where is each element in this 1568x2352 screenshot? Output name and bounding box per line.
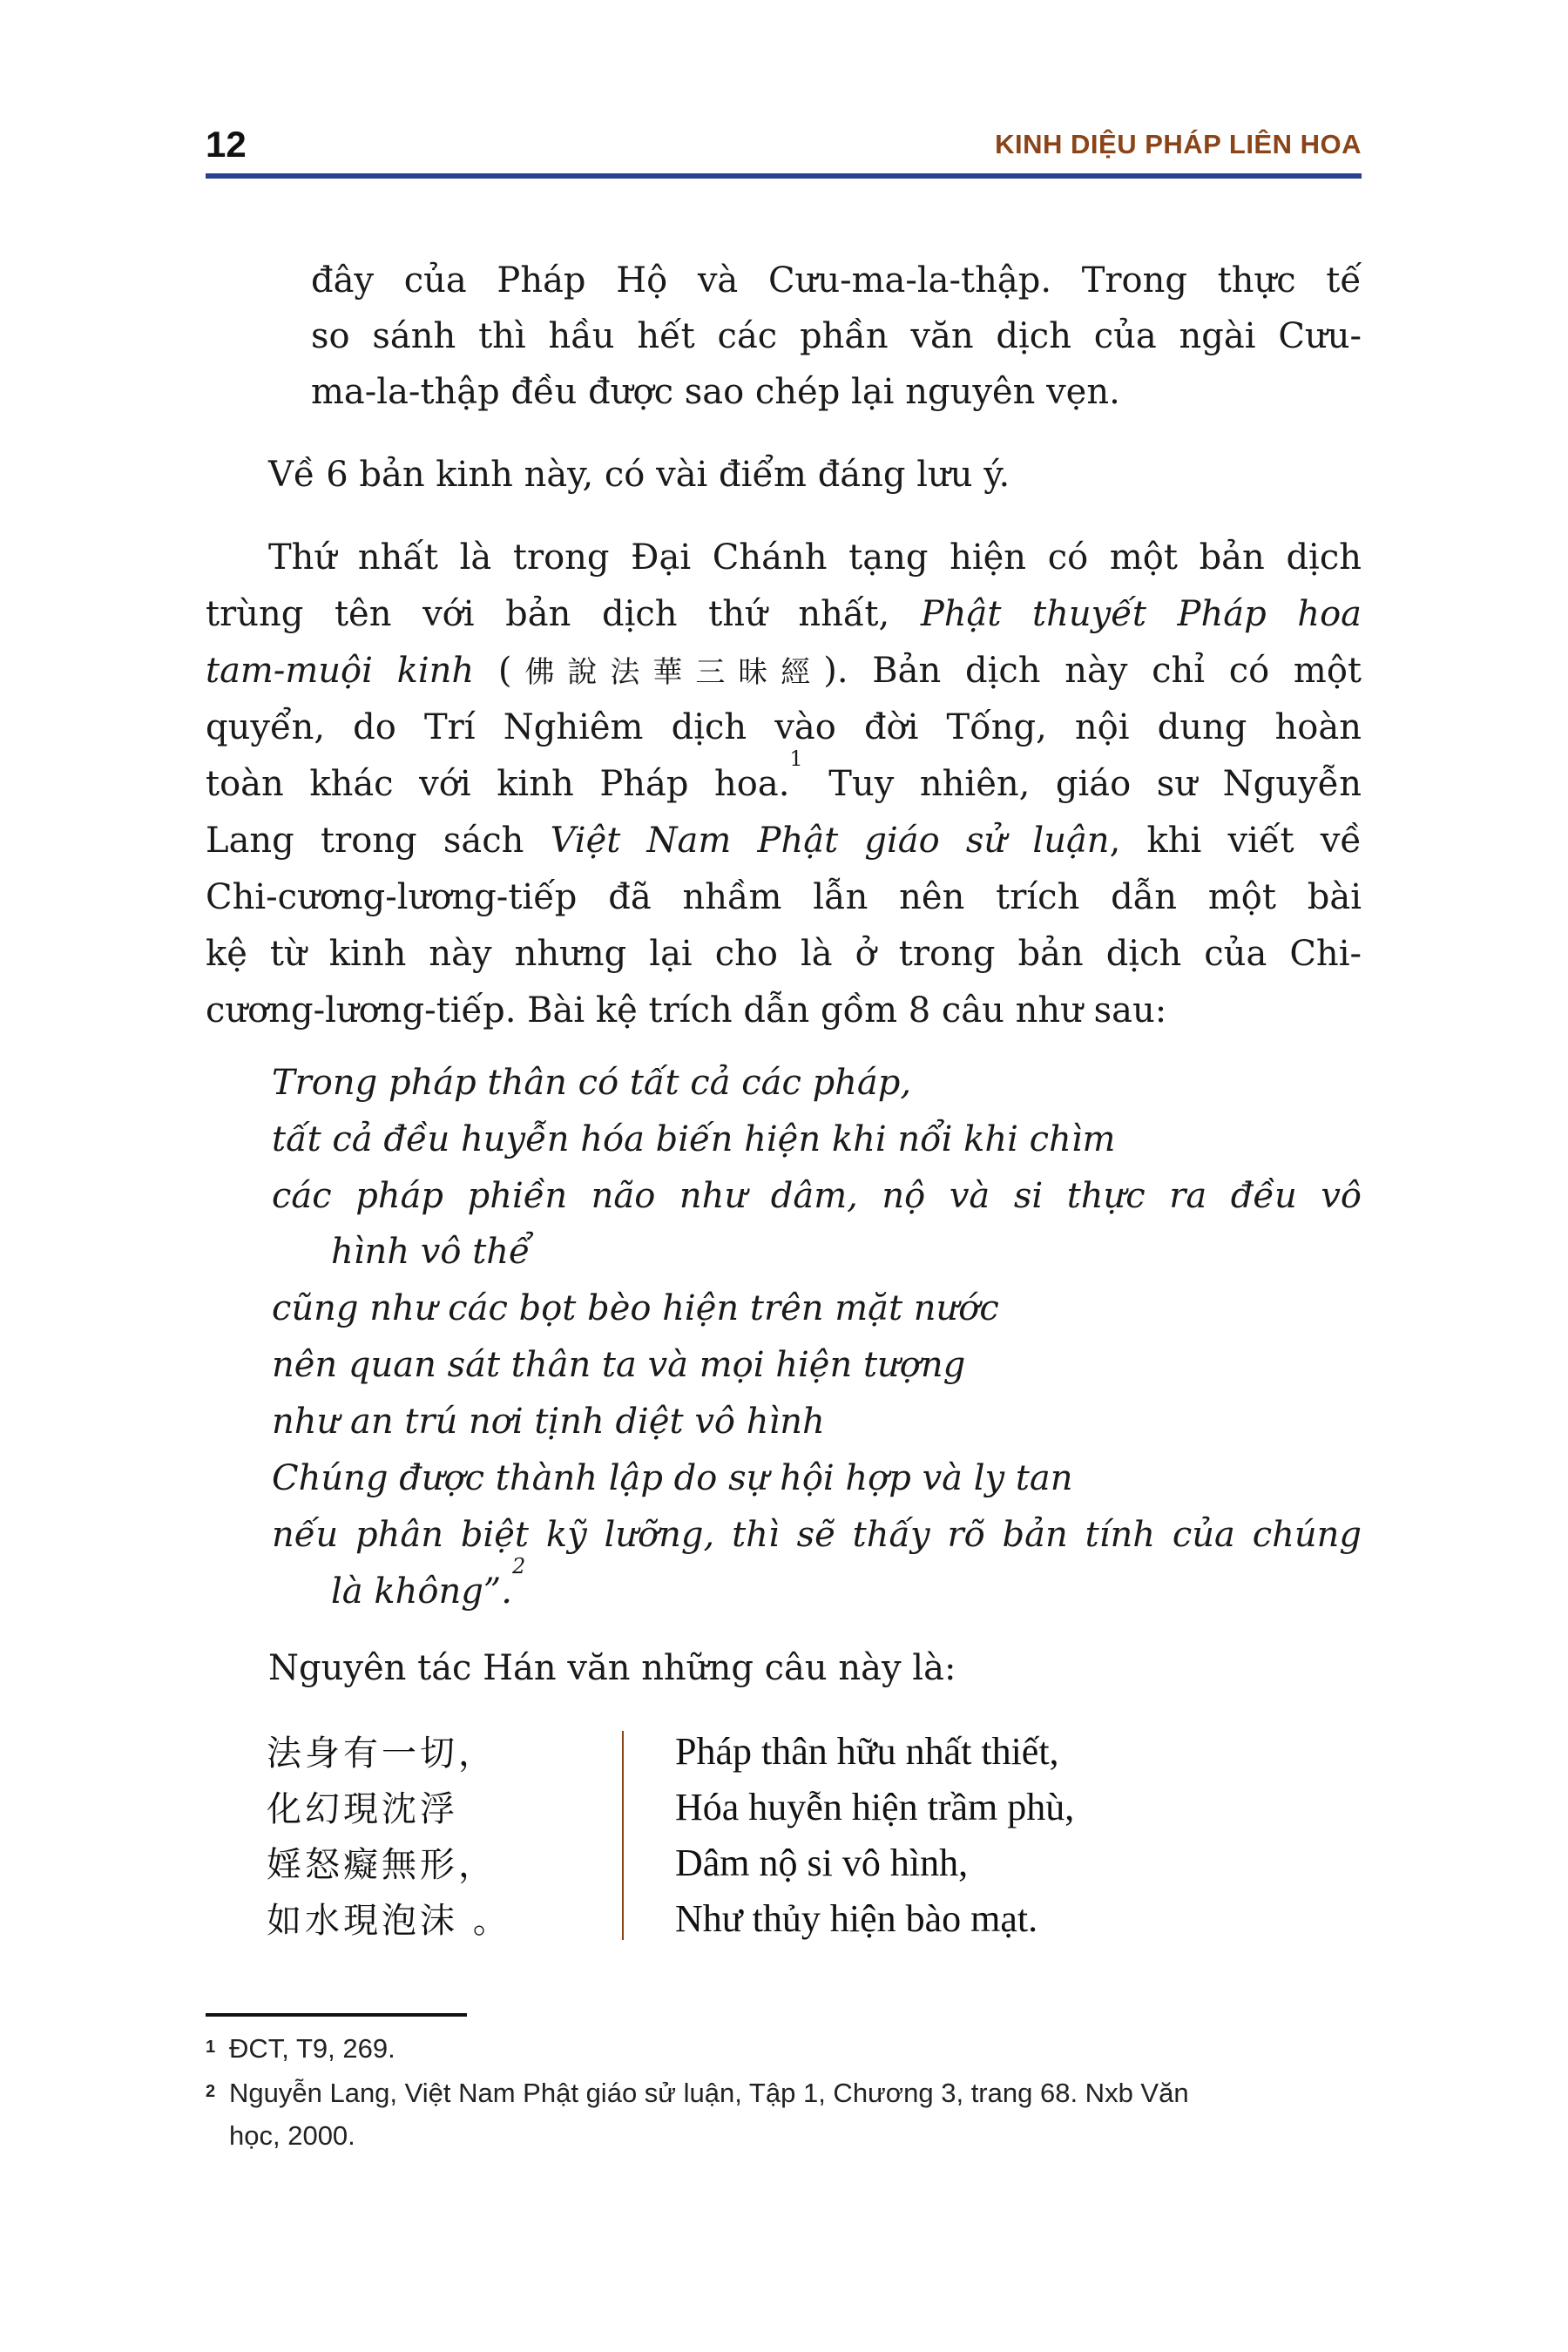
book-title-italic: Việt Nam Phật giáo sử luận — [550, 821, 1110, 861]
verse-line: nếu phân biệt kỹ lưỡng, thì sẽ thấy rõ bản tính của chúng — [272, 1515, 1362, 1555]
footnote-rule — [206, 2013, 467, 2017]
paragraph-text: Tuy nhiên, giáo sư Nguyễn — [802, 764, 1362, 804]
paragraph-text: trùng tên với bản dịch thứ nhất, — [206, 594, 890, 634]
han-text: 婬怒癡無形， — [267, 1845, 497, 1885]
verse-line: hình vô thể — [331, 1232, 531, 1272]
paragraph-text: Về 6 bản kinh này, có vài điểm đáng lưu ý. — [268, 455, 1010, 495]
verse-line: tất cả đều huyễn hóa biến hiện khi nổi khi chìm — [272, 1119, 1116, 1159]
footnote-2 — [206, 2076, 1189, 2111]
verse-text: là không”. — [331, 1571, 512, 1612]
paragraph-text: ). Bản dịch này chỉ có một — [823, 651, 1362, 691]
quote-line: ma-la-thập đều được sao chép lại nguyên vẹn. — [311, 372, 1120, 412]
footnote-2-continuation: học, 2000. — [229, 2120, 355, 2151]
paragraph-line — [206, 747, 1362, 806]
verse-line: cũng như các bọt bèo hiện trên mặt nước — [272, 1288, 999, 1328]
han-text: 法身有一切， — [267, 1734, 497, 1774]
book-title-italic: tam-muội kinh — [206, 651, 475, 691]
verse-line — [331, 1554, 526, 1613]
paragraph-line — [206, 592, 1362, 636]
verse-line: Trong pháp thân có tất cả các pháp, — [272, 1063, 912, 1103]
footnote-ref-1[interactable]: 1 — [789, 747, 803, 771]
header-rule — [206, 173, 1362, 179]
verse-line: nên quan sát thân ta và mọi hiện tượng — [272, 1345, 966, 1385]
paragraph-text: Nguyên tác Hán văn những câu này là: — [268, 1648, 956, 1688]
paren-open: ( — [497, 651, 512, 691]
paragraph-line: Thứ nhất là trong Đại Chánh tạng hiện có một bản dịch — [268, 537, 1362, 578]
paragraph-line: Chi-cương-lương-tiếp đã nhầm lẫn nên trích dẫn một bài — [206, 877, 1362, 917]
paragraph-text: , khi viết về — [1109, 821, 1362, 861]
han-viet-text: Dâm nộ si vô hình, — [675, 1842, 969, 1884]
han-viet-text: Hóa huyễn hiện trầm phù, — [675, 1786, 1075, 1828]
chinese-title: 佛說法華三昧經 — [511, 655, 824, 690]
footnote-text: Nguyễn Lang, Việt Nam Phật giáo sử luận, Tập 1, Chương 3, trang 68. Nxb Văn — [229, 2078, 1189, 2108]
quote-line: đây của Pháp Hộ và Cưu-ma-la-thập. Trong thực tế — [311, 260, 1362, 301]
han-viet-text: Như thủy hiện bào mạt. — [675, 1897, 1038, 1940]
paragraph-line — [206, 649, 1362, 694]
paragraph-text: Lang trong sách — [206, 821, 551, 861]
han-text: 如水現泡沫 。 — [267, 1901, 511, 1941]
paragraph-line: kệ từ kinh này nhưng lại cho là ở trong bản dịch của Chi- — [206, 934, 1362, 974]
verse-line: Chúng được thành lập do sự hội hợp và ly tan — [272, 1458, 1073, 1498]
footnote-mark: 2 — [206, 2082, 216, 2101]
han-text: 化幻現沈浮 — [267, 1789, 458, 1829]
verse-line: như an trú nơi tịnh diệt vô hình — [272, 1402, 825, 1442]
footnote-mark: 1 — [206, 2038, 216, 2057]
paragraph-text: toàn khác với kinh Pháp hoa. — [206, 764, 790, 804]
running-title: KINH DIỆU PHÁP LIÊN HOA — [995, 129, 1362, 159]
verse-line: các pháp phiền não như dâm, nộ và si thực ra đều vô — [272, 1176, 1362, 1216]
paragraph-line: quyển, do Trí Nghiêm dịch vào đời Tống, nội dung hoàn — [206, 707, 1362, 747]
paragraph-line: cương-lương-tiếp. Bài kệ trích dẫn gồm 8 câu như sau: — [206, 990, 1167, 1031]
book-title-italic: Phật thuyết Pháp hoa — [920, 594, 1362, 634]
quote-line: so sánh thì hầu hết các phần văn dịch của ngài Cưu- — [311, 316, 1362, 356]
paragraph-line — [206, 819, 1362, 862]
han-viet-text: Pháp thân hữu nhất thiết, — [675, 1730, 1059, 1773]
footnote-text: ĐCT, T9, 269. — [229, 2033, 395, 2064]
column-divider — [622, 1731, 624, 1940]
footnote-1 — [206, 2031, 395, 2066]
footnote-ref-2[interactable]: 2 — [511, 1554, 526, 1578]
page-number: 12 — [206, 124, 247, 165]
